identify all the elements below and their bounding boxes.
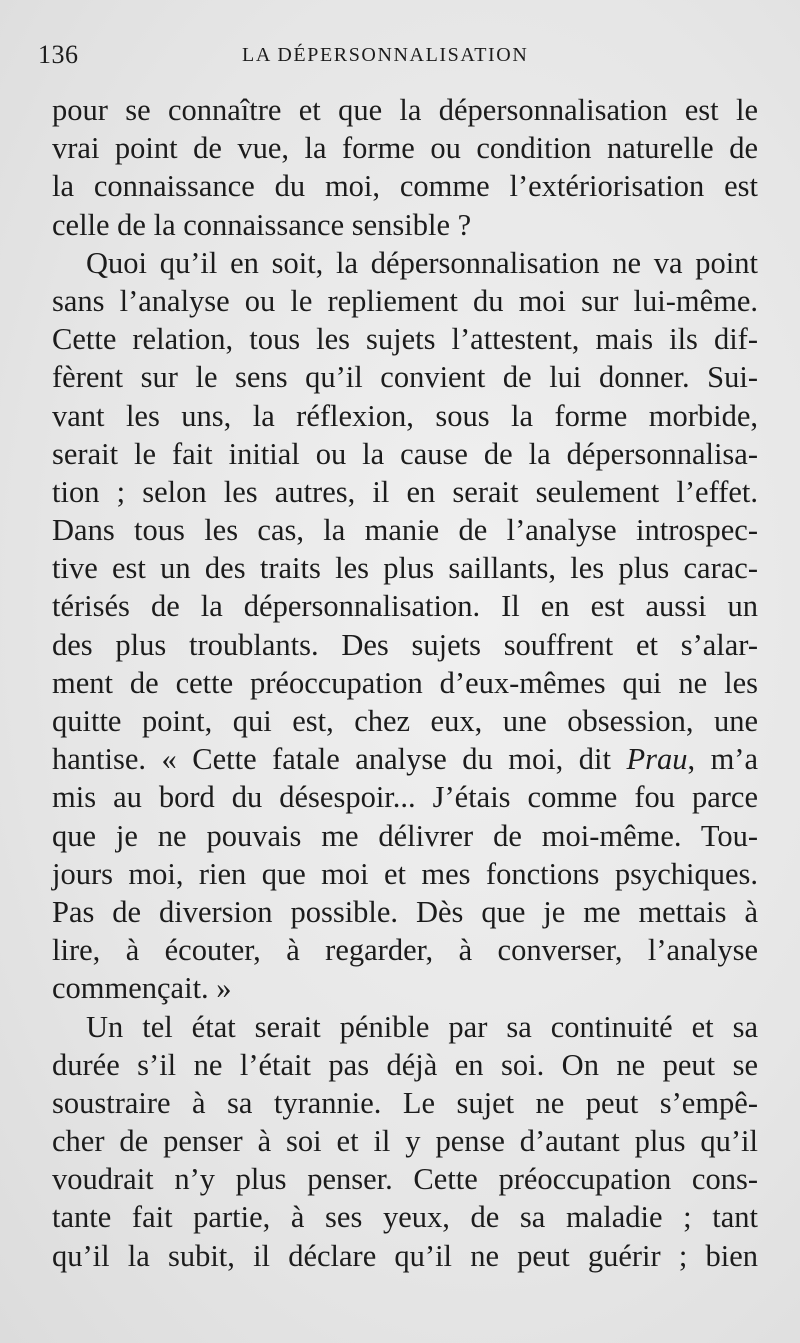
text-line: tive est un des traits les plus saillants, les plus carac- <box>52 551 758 586</box>
text-line: ment de cette préoccupation d’eux-mêmes qui ne les <box>52 665 758 700</box>
text-line: Dans tous les cas, la manie de l’analyse introspec- <box>52 513 758 548</box>
text-line: durée s’il ne l’était pas déjà en soi. On ne peut se <box>52 1047 758 1082</box>
text-line: tante fait partie, à ses yeux, de sa maladie ; tant <box>52 1200 758 1235</box>
text-line: lire, à écouter, à regarder, à converser, l’analyse <box>52 933 758 968</box>
text-line: quitte point, qui est, chez eux, une obsession, une <box>52 704 758 738</box>
body-text <box>52 91 758 1275</box>
text-line: térisés de la dépersonnalisation. Il en est aussi un <box>52 589 758 624</box>
page-header <box>38 40 758 76</box>
text-line: jours moi, rien que moi et mes fonctions psychiques. <box>52 856 758 891</box>
text-line: serait le fait initial ou la cause de la dépersonnalisa- <box>52 436 758 471</box>
text-line: Cette relation, tous les sujets l’attestent, mais ils dif- <box>52 322 758 357</box>
text-line: hantise. « Cette fatale analyse du moi, dit Prau, m’a <box>52 742 758 777</box>
text-line: commençait. » <box>52 971 232 1006</box>
text-line: vrai point de vue, la forme ou condition naturelle de <box>52 131 758 166</box>
text-line: qu’il la subit, il déclare qu’il ne peut guérir ; bien <box>52 1238 758 1273</box>
text-line: pour se connaître et que la dépersonnalisation est le <box>52 93 758 127</box>
quoted-author-name: Prau <box>626 742 688 777</box>
text-line: Pas de diversion possible. Dès que je me mettais à <box>52 894 758 929</box>
text-line: mis au bord du désespoir... J’étais comme fou parce <box>52 780 758 815</box>
text-line: des plus troublants. Des sujets souffrent et s’alar- <box>52 627 758 662</box>
text-line: Quoi qu’il en soit, la dépersonnalisation ne va point <box>86 245 758 280</box>
text-line: la connaissance du moi, comme l’extériorisation est <box>52 169 758 204</box>
text-line: cher de penser à soi et il y pense d’autant plus qu’il <box>52 1124 758 1159</box>
page-number: 136 <box>38 40 79 69</box>
text-line: que je ne pouvais me délivrer de moi-même. Tou- <box>52 818 758 853</box>
text-line: sans l’analyse ou le repliement du moi sur lui-même. <box>52 283 758 318</box>
running-title: LA DÉPERSONNALISATION <box>242 44 529 66</box>
text-line: vant les uns, la réflexion, sous la forme morbide, <box>52 398 758 433</box>
text-line: celle de la connaissance sensible ? <box>52 207 472 242</box>
text-line: voudrait n’y plus penser. Cette préoccupation cons- <box>52 1162 758 1197</box>
text-line: tion ; selon les autres, il en serait seulement l’effet. <box>52 474 758 509</box>
text-line: Un tel état serait pénible par sa continuité et sa <box>86 1009 758 1044</box>
text-line: soustraire à sa tyrannie. Le sujet ne peut s’empê- <box>52 1085 758 1120</box>
text-line: fèrent sur le sens qu’il convient de lui donner. Sui- <box>52 360 758 395</box>
